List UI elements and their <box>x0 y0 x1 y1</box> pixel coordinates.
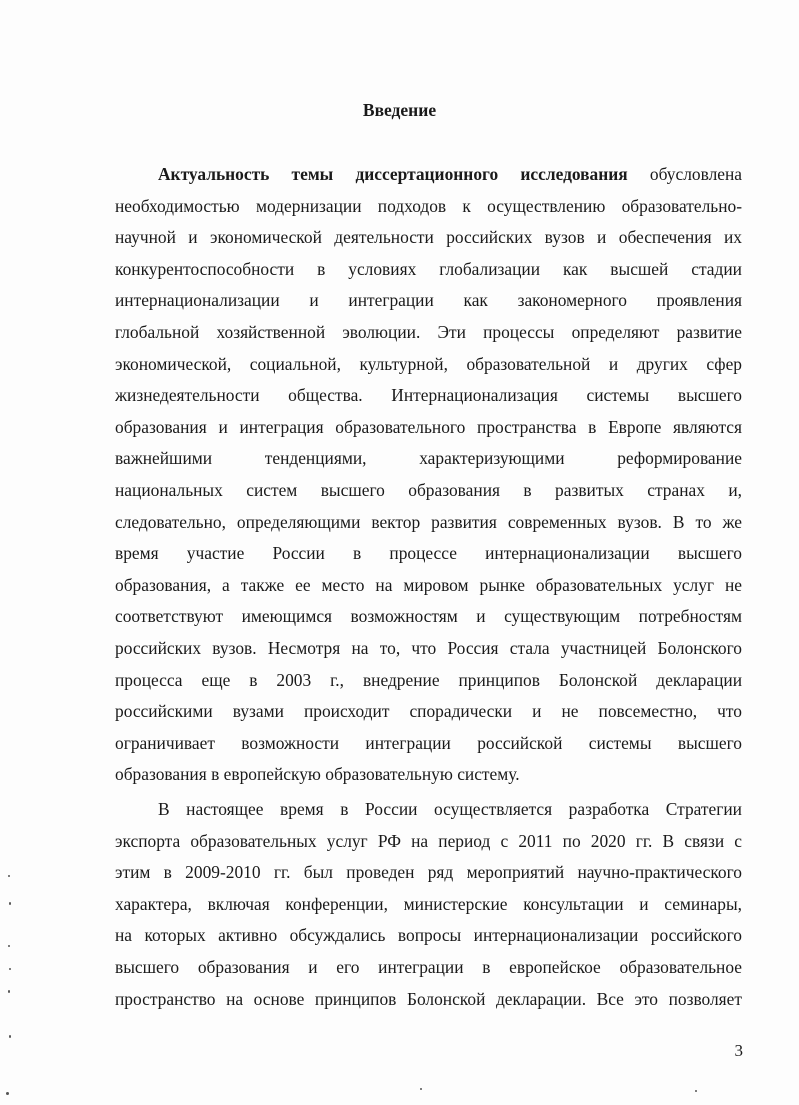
text-line: образования в европейскую образовательную систему. <box>115 764 520 785</box>
text-line: российскими вузами происходит спорадически и не повсеместно, что <box>115 701 742 722</box>
text-line: процесса еще в 2003 г., внедрение принципов Болонской декларации <box>115 669 742 690</box>
paragraph-relevance <box>115 159 742 791</box>
scan-speck <box>9 1035 11 1038</box>
scan-speck <box>8 875 10 877</box>
page-title: Введение <box>362 100 437 120</box>
text-line: время участие России в процессе интернационализации высшего <box>115 543 742 564</box>
text-line: Актуальность темы диссертационного исследования обусловлена <box>158 164 742 184</box>
text-line: конкурентоспособности в условиях глобализации как высшей стадии <box>115 258 742 279</box>
scan-speck <box>695 1090 697 1092</box>
text-line: жизнедеятельности общества. Интернационализация системы высшего <box>115 385 742 406</box>
text-line: образования и интеграция образовательного пространства в Европе являются <box>115 416 742 437</box>
text-line: соответствуют имеющимся возможностям и существующим потребностям <box>115 606 742 627</box>
text-line: следовательно, определяющими вектор развития современных вузов. В то же <box>115 511 742 532</box>
text-line: пространство на основе принципов Болонской декларации. Все это позволяет <box>115 988 742 1009</box>
text-line: интернационализации и интеграции как закономерного проявления <box>115 290 742 311</box>
text-line: образования, а также ее место на мировом рынке образовательных услуг не <box>115 574 742 595</box>
text-line: национальных систем высшего образования в развитых странах и, <box>115 479 742 500</box>
text-line: В настоящее время в России осуществляется разработка Стратегии <box>158 799 742 819</box>
text-line: высшего образования и его интеграции в европейское образовательное <box>115 956 742 977</box>
scan-speck <box>9 968 11 970</box>
text-line: необходимостью модернизации подходов к осуществлению образовательно- <box>115 195 742 216</box>
text-line: экспорта образовательных услуг РФ на период с 2011 по 2020 гг. В связи с <box>115 830 742 851</box>
scan-speck <box>6 1092 9 1095</box>
text-line: российских вузов. Несмотря на то, что Россия стала участницей Болонского <box>115 637 742 658</box>
text-line: характера, включая конференции, министерские консультации и семинары, <box>115 893 742 914</box>
text-line: научной и экономической деятельности российских вузов и обеспечения их <box>115 227 742 248</box>
scan-speck <box>8 945 10 947</box>
paragraph-strategy <box>115 794 742 1015</box>
text-line: на которых активно обсуждались вопросы интернационализации российского <box>115 925 742 946</box>
text-line: глобальной хозяйственной эволюции. Эти процессы определяют развитие <box>115 321 742 342</box>
text-line: этим в 2009-2010 гг. был проведен ряд мероприятий научно-практического <box>115 862 742 883</box>
text-line: ограничивает возможности интеграции российской системы высшего <box>115 732 742 753</box>
text-line: экономической, социальной, культурной, образовательной и других сфер <box>115 353 742 374</box>
text-line: важнейшими тенденциями, характеризующими реформирование <box>115 448 742 469</box>
bold-lead-phrase: Актуальность темы диссертационного исследования <box>158 164 628 184</box>
scan-speck <box>9 902 11 905</box>
scan-speck <box>8 990 10 993</box>
page-number: 3 <box>734 1041 743 1060</box>
scan-speck <box>420 1088 422 1090</box>
